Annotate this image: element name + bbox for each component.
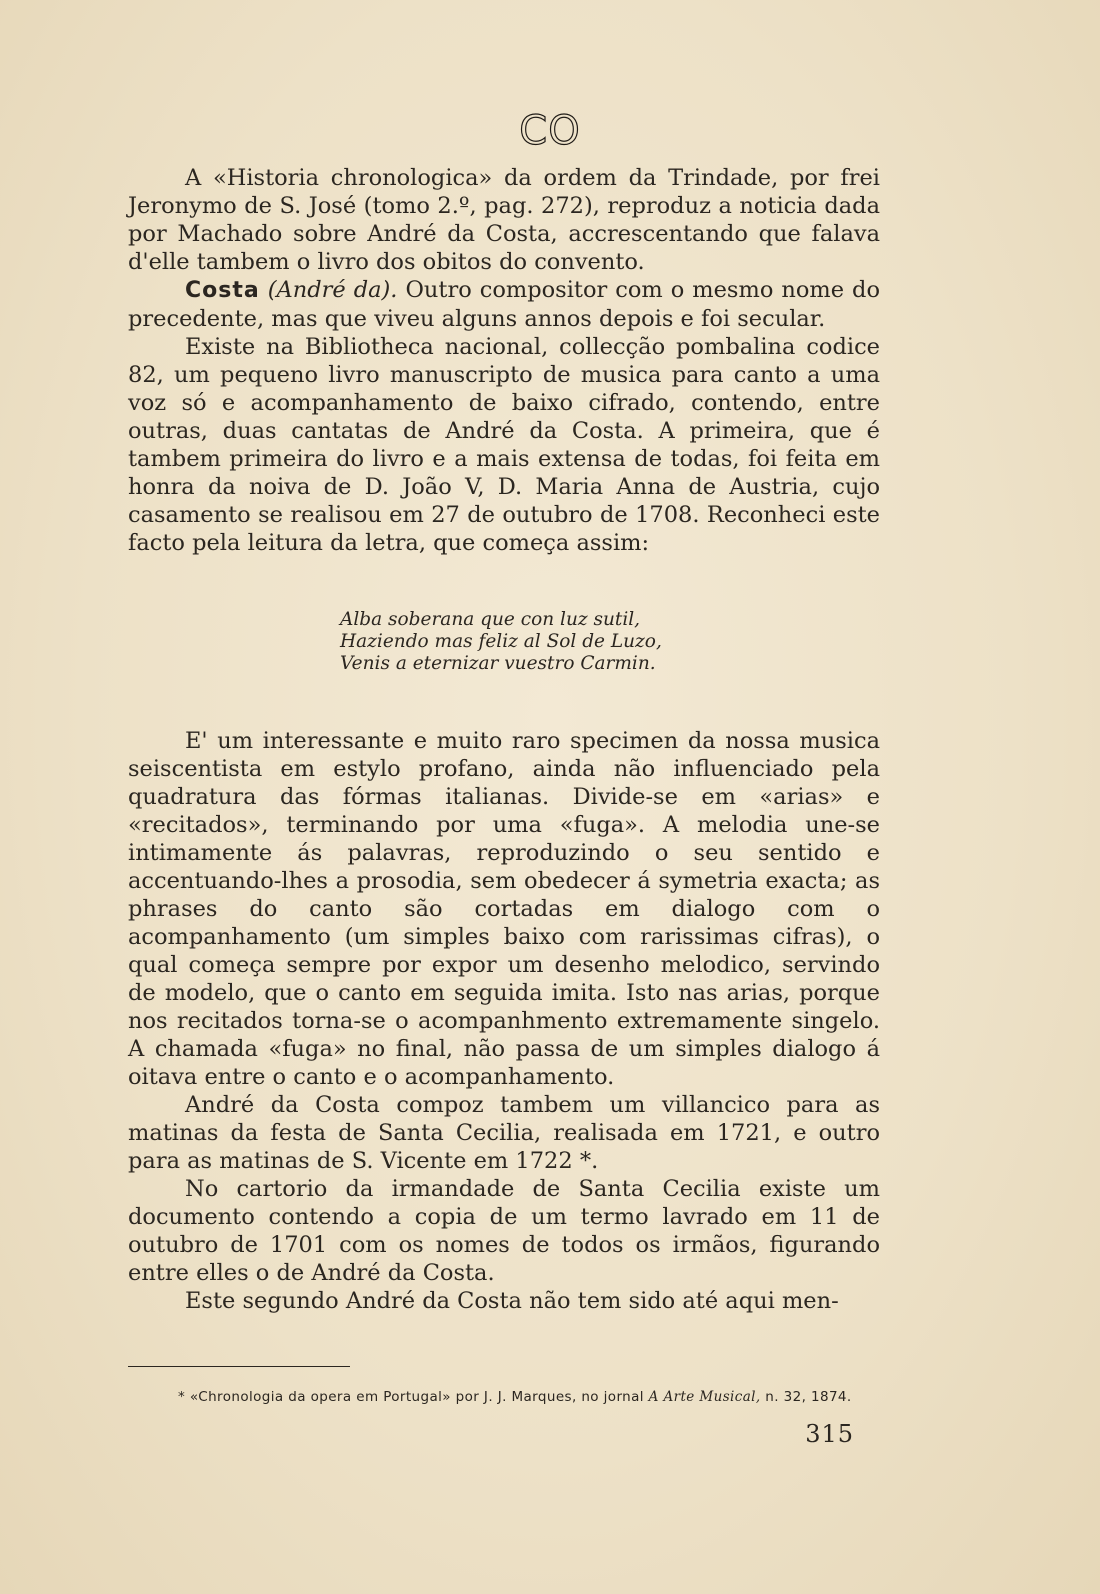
page-number: 315 [805, 1420, 854, 1448]
verse-line: Venis a eternizar vuestro Carmin. [340, 653, 656, 674]
footnote-divider [128, 1366, 350, 1367]
footnote [128, 1386, 888, 1408]
footnote-text-end: n. 32, 1874. [760, 1389, 852, 1405]
footnote-text: * «Chronologia da opera em Portugal» por J. J. Marques, no jornal [178, 1389, 649, 1405]
paragraph: Este segundo André da Costa não tem sido até aqui men- [185, 1288, 839, 1314]
entry-text: Outro compositor com o mesmo nome do precedente, mas que viveu alguns annos depois e foi secular. [128, 277, 880, 332]
verse-line: Haziendo mas feliz al Sol de Luzo, [340, 631, 662, 652]
paragraph: Existe na Bibliotheca nacional, collecção pombalina codice 82, um pequeno livro manuscripto de musica para canto a uma voz só e acompanhamento de baixo cifrado, contendo, entre outras, duas cantatas de André da Costa. A primeira, que é tambem primeira do livro e a mais extensa de todas, foi feita em honra da noiva de D. João V, D. Maria Anna de Austria, cujo casamento se realisou em 27 de outubro de 1708. Reconheci este facto pela leitura da letra, que começa assim: [128, 334, 880, 556]
entry-subheading: (André da). [267, 277, 398, 303]
entry-paragraph [128, 276, 880, 333]
main-text [128, 164, 880, 1315]
verse-line: Alba soberana que con luz sutil, [340, 609, 641, 630]
footnote-journal: A Arte Musical, [648, 1389, 761, 1405]
entry-heading: Costa [185, 278, 260, 303]
paragraph: No cartorio da irmandade de Santa Cecilia existe um documento contendo a copia de um termo lavrado em 11 de outubro de 1701 com os nomes de todos os irmãos, figurando entre elles o de André da Costa. [128, 1176, 880, 1286]
paragraph: E' um interessante e muito raro specimen da nossa musica seiscentista em estylo profano, ainda não influenciado pela quadratura das fórmas italianas. Divide-se em «arias» e «recitados», terminando por uma «fuga». A melodia une-se intimamente ás palavras, reproduzindo o seu sentido e accentuando-lhes a prosodia, sem obedecer á symetria exacta; as phrases do canto são cortadas em dialogo com o acompanhamento (um simples baixo com rarissimas cifras), o qual começa sempre por expor um desenho melodico, servindo de modelo, que o canto em seguida imita. Isto nas arias, porque nos recitados torna-se o acompanhmento extremamente singelo. A chamada «fuga» no final, não passa de um simples dialogo á oitava entre o canto e o acompanhamento. [128, 728, 880, 1090]
paragraph: André da Costa compoz tambem um villancico para as matinas da festa de Santa Cecilia, realisada em 1721, e outro para as matinas de S. Vicente em 1722 *. [128, 1092, 880, 1174]
paragraph: A «Historia chronologica» da ordem da Trindade, por frei Jeronymo de S. José (tomo 2.º, pag. 272), reproduz a noticia dada por Machado sobre André da Costa, accrescentando que falava d'elle tambem o livro dos obitos do convento. [128, 165, 880, 275]
running-head: CO [519, 108, 581, 154]
verse-quote [340, 609, 880, 675]
